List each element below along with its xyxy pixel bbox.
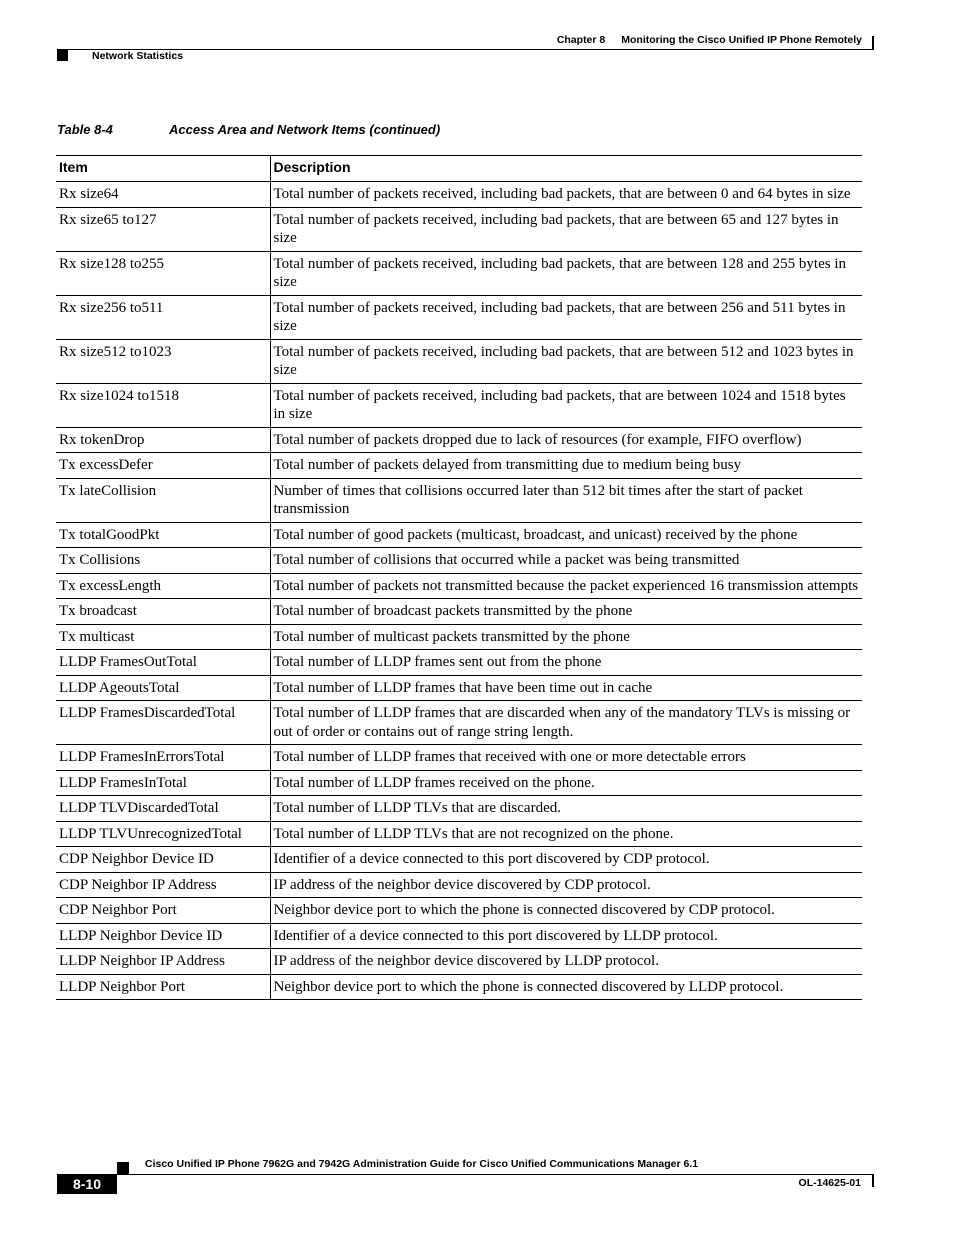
description-cell: Total number of packets received, including bad packets, that are between 256 and 511 bytes in size [270,295,862,339]
item-cell: LLDP AgeoutsTotal [56,675,270,701]
description-cell: Total number of packets delayed from transmitting due to medium being busy [270,453,862,479]
table-row [56,923,862,949]
table-row [56,573,862,599]
description-cell: Total number of packets not transmitted because the packet experienced 16 transmission attempts [270,573,862,599]
table-row [56,701,862,745]
table-row [56,974,862,1000]
table-row [56,182,862,208]
description-cell: Total number of multicast packets transmitted by the phone [270,624,862,650]
header-vertical-bar [872,36,874,50]
item-cell: Tx excessDefer [56,453,270,479]
table-row [56,745,862,771]
table-row [56,872,862,898]
table-row [56,770,862,796]
description-cell: Total number of LLDP frames sent out from the phone [270,650,862,676]
item-cell: Tx Collisions [56,548,270,574]
footer-vertical-bar [872,1175,874,1187]
item-cell: Rx size65 to127 [56,207,270,251]
table-row [56,949,862,975]
section-title: Network Statistics [92,50,184,62]
item-cell: Tx broadcast [56,599,270,625]
table-row [56,522,862,548]
table-row [56,650,862,676]
doc-number: OL-14625-01 [798,1177,861,1189]
description-cell: Total number of collisions that occurred while a packet was being transmitted [270,548,862,574]
guide-title: Cisco Unified IP Phone 7962G and 7942G Administration Guide for Cisco Unified Communications Manager 6.1 [145,1158,699,1170]
description-cell: Total number of LLDP TLVs that are discarded. [270,796,862,822]
item-cell: LLDP Neighbor Port [56,974,270,1000]
item-cell: LLDP Neighbor Device ID [56,923,270,949]
item-cell: Tx multicast [56,624,270,650]
table-caption [57,122,441,137]
table-row [56,898,862,924]
item-cell: Rx size512 to1023 [56,339,270,383]
running-header [420,34,862,46]
page-number: 8-10 [57,1174,117,1194]
table-row [56,796,862,822]
table-body [56,182,862,1000]
description-cell: Identifier of a device connected to this port discovered by CDP protocol. [270,847,862,873]
item-cell: LLDP FramesInTotal [56,770,270,796]
description-cell: Total number of packets received, including bad packets, that are between 1024 and 1518 bytes in size [270,383,862,427]
item-cell: Rx tokenDrop [56,427,270,453]
table-row [56,478,862,522]
column-header-item: Item [56,156,270,182]
item-cell: Tx totalGoodPkt [56,522,270,548]
table-row [56,207,862,251]
description-cell: Total number of broadcast packets transmitted by the phone [270,599,862,625]
table-number: Table 8-4 [57,122,113,137]
description-cell: Number of times that collisions occurred later than 512 bit times after the start of packet transmission [270,478,862,522]
table-row [56,599,862,625]
column-header-description: Description [270,156,862,182]
description-cell: Total number of packets dropped due to lack of resources (for example, FIFO overflow) [270,427,862,453]
table-header-row [56,156,862,182]
table-row [56,821,862,847]
description-cell: Total number of LLDP TLVs that are not recognized on the phone. [270,821,862,847]
description-cell: Total number of LLDP frames received on the phone. [270,770,862,796]
description-cell: Total number of good packets (multicast, broadcast, and unicast) received by the phone [270,522,862,548]
item-cell: LLDP Neighbor IP Address [56,949,270,975]
item-cell: LLDP TLVDiscardedTotal [56,796,270,822]
table-title: Access Area and Network Items (continued) [169,122,441,137]
item-cell: Rx size128 to255 [56,251,270,295]
item-cell: CDP Neighbor Port [56,898,270,924]
description-cell: Total number of packets received, including bad packets, that are between 65 and 127 bytes in size [270,207,862,251]
item-cell: LLDP FramesOutTotal [56,650,270,676]
item-cell: LLDP FramesInErrorsTotal [56,745,270,771]
item-cell: Tx excessLength [56,573,270,599]
description-cell: Total number of LLDP frames that are discarded when any of the mandatory TLVs is missing or out of order or contains out of range string length. [270,701,862,745]
item-cell: CDP Neighbor Device ID [56,847,270,873]
description-cell: Identifier of a device connected to this port discovered by LLDP protocol. [270,923,862,949]
item-cell: Rx size256 to511 [56,295,270,339]
table-row [56,548,862,574]
access-network-items-table [56,155,862,1000]
item-cell: Tx lateCollision [56,478,270,522]
table-row [56,427,862,453]
table-row [56,675,862,701]
item-cell: LLDP TLVUnrecognizedTotal [56,821,270,847]
description-cell: IP address of the neighbor device discovered by CDP protocol. [270,872,862,898]
description-cell: Total number of packets received, including bad packets, that are between 512 and 1023 bytes in size [270,339,862,383]
table-row [56,453,862,479]
chapter-number: Chapter 8 [556,34,606,46]
footer-rule [117,1174,874,1175]
table-row [56,847,862,873]
description-cell: Total number of LLDP frames that have been time out in cache [270,675,862,701]
item-cell: CDP Neighbor IP Address [56,872,270,898]
header-marker-block [57,50,68,61]
chapter-title: Monitoring the Cisco Unified IP Phone Remotely [621,34,862,46]
table-row [56,624,862,650]
item-cell: LLDP FramesDiscardedTotal [56,701,270,745]
description-cell: Total number of LLDP frames that received with one or more detectable errors [270,745,862,771]
table-row [56,383,862,427]
table-row [56,295,862,339]
description-cell: Total number of packets received, including bad packets, that are between 0 and 64 bytes in size [270,182,862,208]
footer-marker-block [117,1162,129,1174]
item-cell: Rx size64 [56,182,270,208]
description-cell: IP address of the neighbor device discovered by LLDP protocol. [270,949,862,975]
description-cell: Total number of packets received, including bad packets, that are between 128 and 255 bytes in size [270,251,862,295]
table-row [56,339,862,383]
description-cell: Neighbor device port to which the phone is connected discovered by CDP protocol. [270,898,862,924]
item-cell: Rx size1024 to1518 [56,383,270,427]
table-row [56,251,862,295]
description-cell: Neighbor device port to which the phone is connected discovered by LLDP protocol. [270,974,862,1000]
